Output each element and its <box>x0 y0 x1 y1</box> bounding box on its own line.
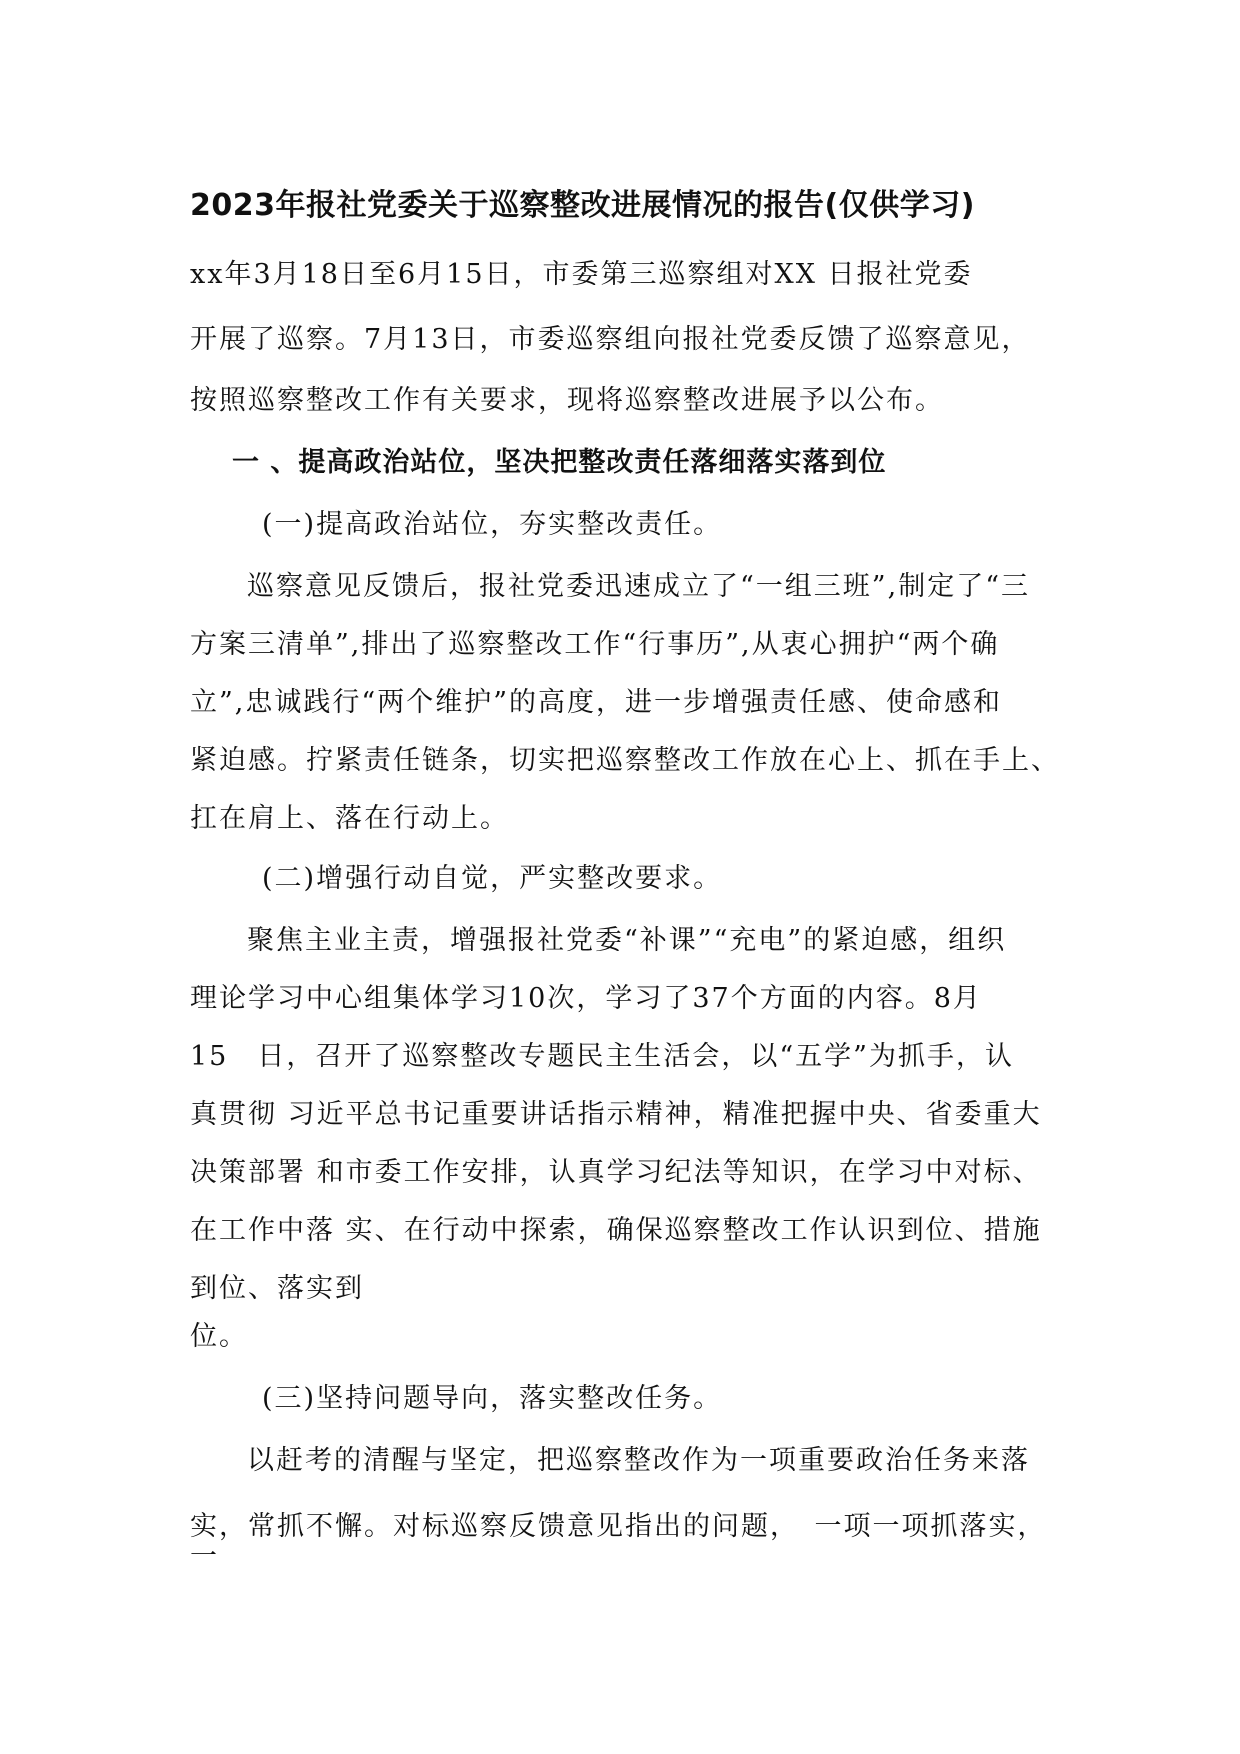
intro-line: xx年3月18日至6月15日，市委第三巡察组对XX 日报社党委 <box>190 259 973 290</box>
paragraph-line: 紧迫感。拧紧责任链条，切实把巡察整改工作放在心上、抓在手上、 <box>190 745 1060 776</box>
subsection-heading: (二)增强行动自觉，严实整改要求。 <box>262 863 723 894</box>
subsection-heading: (一)提高政治站位，夯实整改责任。 <box>262 509 723 540</box>
paragraph-line: 决策部署 和市委工作安排，认真学习纪法等知识，在学习中对标、 <box>190 1157 1042 1188</box>
paragraph-line: 立”,忠诚践行“两个维护”的高度，进一步增强责任感、使命感和 <box>190 687 1002 718</box>
paragraph-line: 扛在肩上、落在行动上。 <box>190 803 509 834</box>
paragraph-line: 巡察意见反馈后，报社党委迅速成立了“一组三班”,制定了“三 <box>247 571 1030 602</box>
intro-line: 开展了巡察。7月13日，市委巡察组向报社党委反馈了巡察意见， <box>190 324 1031 355</box>
document-title: 2023年报社党委关于巡察整改进展情况的报告(仅供学习) <box>190 188 975 223</box>
paragraph-line: 实，常抓不懈。对标巡察反馈意见指出的问题， 一项一项抓落实， <box>190 1511 1047 1542</box>
paragraph-line: 聚焦主业主责，增强报社党委“补课”“充电”的紧迫感，组织 <box>247 925 1007 956</box>
paragraph-line: 位。 <box>190 1321 248 1352</box>
paragraph-line: 15 日，召开了巡察整改专题民主生活会，以“五学”为抓手，认 <box>190 1041 1014 1072</box>
intro-line: 按照巡察整改工作有关要求，现将巡察整改进展予以公布。 <box>190 385 944 416</box>
subsection-heading: (三)坚持问题导向，落实整改任务。 <box>262 1383 723 1414</box>
paragraph-line: 方案三清单”,排出了巡察整改工作“行事历”,从衷心拥护“两个确 <box>190 629 1000 660</box>
paragraph-line: 到位、落实到 <box>190 1273 364 1304</box>
paragraph-line: 一 <box>190 1541 219 1572</box>
paragraph-line: 在工作中落 实、在行动中探索，确保巡察整改工作认识到位、措施 <box>190 1215 1042 1246</box>
paragraph-line: 以赶考的清醒与坚定，把巡察整改作为一项重要政治任务来落 <box>247 1445 1030 1476</box>
paragraph-line: 理论学习中心组集体学习10次，学习了37个方面的内容。8月 <box>190 983 982 1014</box>
section-heading: 一 、提高政治站位，坚决把整改责任落细落实落到位 <box>232 447 887 478</box>
paragraph-line: 真贯彻 习近平总书记重要讲话指示精神，精准把握中央、省委重大 <box>190 1099 1042 1130</box>
